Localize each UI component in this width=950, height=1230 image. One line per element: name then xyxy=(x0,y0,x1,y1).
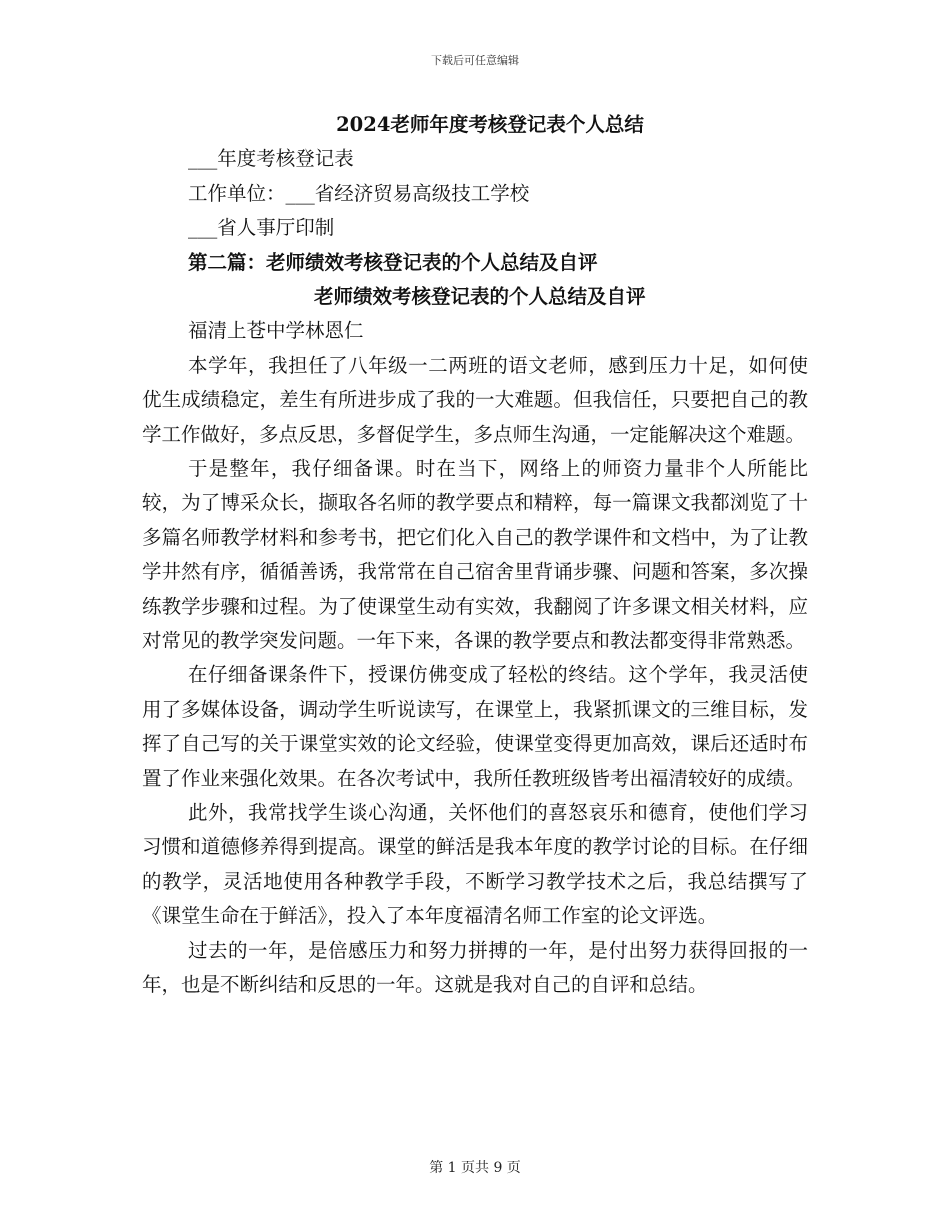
section-title: 老师绩效考核登记表的个人总结及自评 xyxy=(314,284,646,308)
printer-line: ___省人事厅印制 xyxy=(188,216,335,240)
page-header: 下载后可任意编辑 xyxy=(431,54,519,67)
document-body xyxy=(142,108,808,1002)
paragraph-4: 此外，我常找学生谈心沟通，关怀他们的喜怒哀乐和德育，使他们学习习惯和道德修养得到提高。课堂的鲜活是我本年度的教学讨论的目标。在仔细的教学，灵活地使用各种教学手段，不断学习教学技术之后，我总结撰写了《课堂生命在于鲜活》，投入了本年度福清名师工作室的论文评选。 xyxy=(142,801,808,928)
page-footer: 第 1 页共 9 页 xyxy=(429,1160,521,1176)
author-line: 福清上苍中学林恩仁 xyxy=(188,319,364,343)
paragraph-5: 过去的一年，是倍感压力和努力拼搏的一年，是付出努力获得回报的一年，也是不断纠结和反思的一年。这就是我对自己的自评和总结。 xyxy=(142,938,808,997)
section-heading: 第二篇：老师绩效考核登记表的个人总结及自评 xyxy=(188,250,598,274)
document-title: 2024老师年度考核登记表个人总结 xyxy=(336,113,644,136)
form-title-line: ___年度考核登记表 xyxy=(188,147,354,171)
paragraph-1: 本学年，我担任了八年级一二两班的语文老师，感到压力十足，如何使优生成绩稳定，差生有所进步成了我的一大难题。但我信任，只要把自己的教学工作做好，多点反思，多督促学生，多点师生沟通，一定能解决这个难题。 xyxy=(142,353,808,446)
work-unit-line: 工作单位：___省经济贸易高级技工学校 xyxy=(188,181,530,205)
paragraph-2: 于是整年，我仔细备课。时在当下，网络上的师资力量非个人所能比较，为了博采众长，撷取各名师的教学要点和精粹，每一篇课文我都浏览了十多篇名师教学材料和参考书，把它们化入自己的教学课件和文档中，为了让教学井然有序，循循善诱，我常常在自己宿舍里背诵步骤、问题和答案，多次操练教学步骤和过程。为了使课堂生动有实效，我翻阅了许多课文相关材料，应对常见的教学突发问题。一年下来，各课的教学要点和教法都变得非常熟悉。 xyxy=(142,456,808,652)
paragraph-3: 在仔细备课条件下，授课仿佛变成了轻松的终结。这个学年，我灵活使用了多媒体设备，调动学生听说读写，在课堂上，我紧抓课文的三维目标，发挥了自己写的关于课堂实效的论文经验，使课堂变得更加高效，课后还适时布置了作业来强化效果。在各次考试中，我所任教班级皆考出福清较好的成绩。 xyxy=(142,663,808,790)
